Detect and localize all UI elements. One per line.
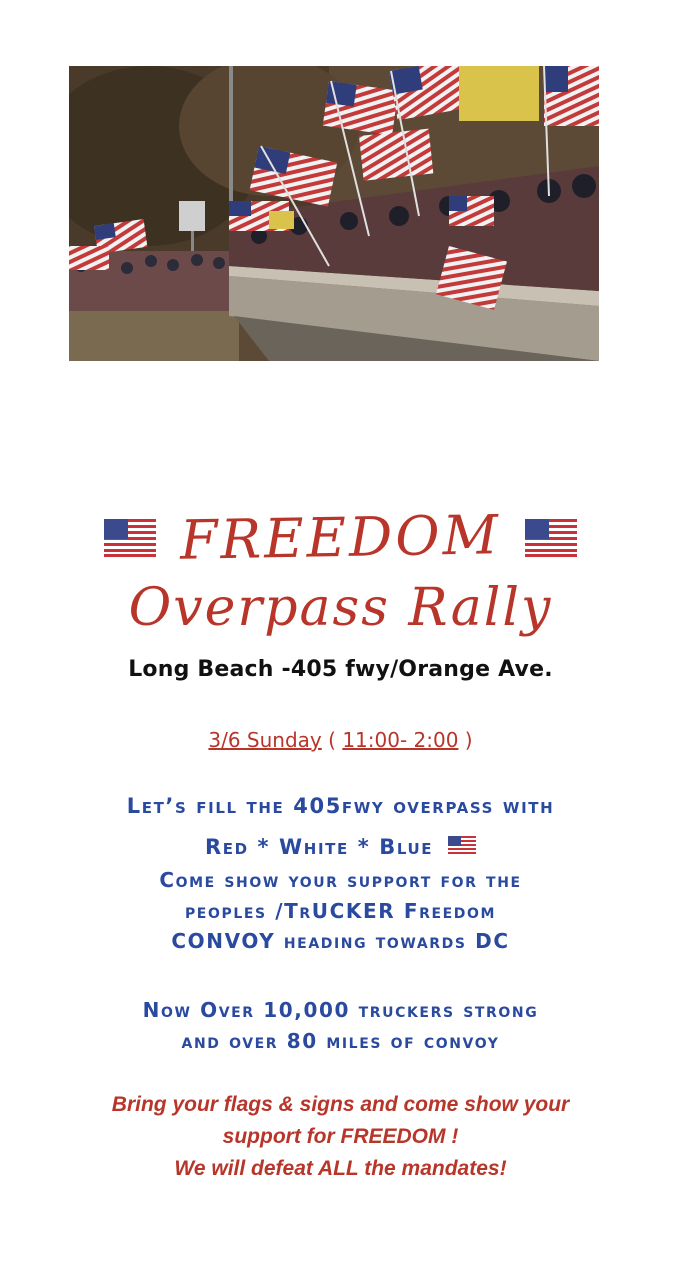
subtitle: Overpass Rally <box>128 578 553 638</box>
info-line-4: peoples /TrUCKER Freedom <box>184 899 497 923</box>
us-flag-icon <box>448 836 476 856</box>
info-line-1: Let’s fill the 405fwy overpass with <box>126 794 555 818</box>
us-flag-icon <box>104 519 156 557</box>
event-time-open: ( <box>321 728 343 752</box>
info-line-2 <box>0 835 681 859</box>
title-line <box>0 503 681 573</box>
us-flag-icon <box>525 519 577 557</box>
info-line-7: and over 80 miles of convoy <box>181 1029 500 1053</box>
info-line-3: Come show your support for the <box>159 868 522 892</box>
event-date: 3/6 Sunday <box>208 728 322 752</box>
event-time: 11:00- 2:00 <box>342 728 459 752</box>
info-line-6: Now Over 10,000 truckers strong <box>142 998 539 1022</box>
cta-line-3: We will defeat ALL the mandates! <box>174 1157 507 1180</box>
event-datetime <box>0 728 681 752</box>
cta-line-2: support for FREEDOM ! <box>222 1125 459 1148</box>
event-time-close: ) <box>458 728 473 752</box>
info-line-5: CONVOY heading towards DC <box>171 929 510 953</box>
title-word: FREEDOM <box>179 503 502 572</box>
cta-line-1: Bring your flags & signs and come show your <box>111 1093 570 1116</box>
rally-photo <box>69 66 599 361</box>
info-line-2-text: Red * White * Blue <box>204 835 434 859</box>
event-location: Long Beach -405 fwy/Orange Ave. <box>128 657 553 682</box>
